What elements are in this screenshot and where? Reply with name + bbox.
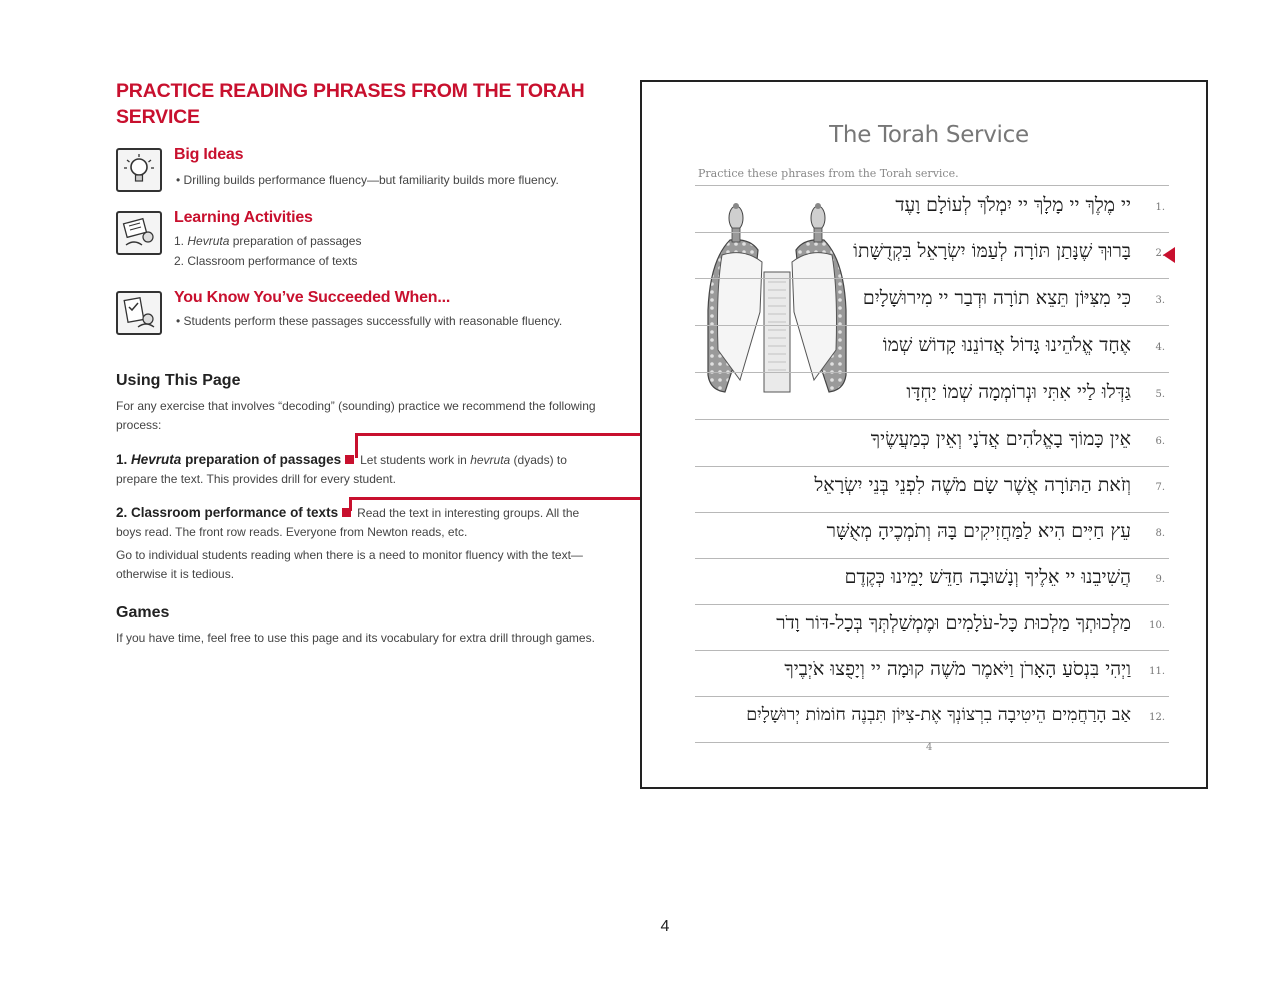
- phrase-row-5: [695, 373, 1169, 420]
- step-italic: Hevruta: [131, 452, 182, 467]
- phrase-row-11: [695, 650, 1169, 697]
- step-text: Let students work in: [360, 453, 471, 467]
- phrase-number: 10.: [1149, 620, 1165, 631]
- marker-square: [345, 455, 354, 464]
- item-number: 1.: [174, 234, 185, 248]
- phrase-row-7: [695, 466, 1169, 513]
- phrase-number: 8.: [1155, 528, 1165, 539]
- step-1: [116, 450, 586, 489]
- using-this-page-heading: Using This Page: [116, 372, 241, 389]
- phrase-text: גַּדְּלוּ לַיי אִתִּי וּנְרוֹמְמָה שְׁמוֹ יַחְדָּו: [906, 381, 1131, 403]
- phrase-number: 7.: [1155, 482, 1165, 493]
- phrase-row-12: [695, 696, 1169, 743]
- phrase-text: אֵין כָּמוֹךָ בָאֱלֹהִים אֲדֹנָי וְאֵין כְּמַעֲשֶׂיךָ: [870, 428, 1131, 450]
- phrase-text: בָּרוּךְ שֶׁנָּתַן תּוֹרָה לְעַמּוֹ יִשְׂרָאֵל בִּקְדֻשָּׁתוֹ: [853, 240, 1131, 262]
- student-page-preview: [640, 80, 1208, 789]
- phrase-text: וַיְהִי בִּנְסֹעַ הָאָרֹן וַיֹּאמֶר מֹשֶׁה קוּמָה יי וְיָפֻצוּ אֹיְבֶיךָ: [784, 658, 1131, 680]
- phrase-text: יי מֶלֶךְ יי מָלָךְ יי יִמְלֹךְ לְעוֹלָם וָעֶד: [895, 194, 1131, 216]
- phrase-row-1: [695, 185, 1169, 233]
- succeeded-text: Students perform these passages successfully with reasonable fluency.: [183, 314, 563, 328]
- item-text: Classroom performance of texts: [187, 254, 358, 268]
- step-heading-text: preparation of passages: [181, 452, 342, 467]
- learning-activity-1: [174, 234, 361, 248]
- phrase-text: מַלְכוּתְךָ מַלְכוּת כָּל-עֹלָמִים וּמֶמְשַׁלְתְּךָ בְּכָל-דּוֹר וָדֹר: [776, 612, 1131, 634]
- phrase-row-3: [695, 279, 1169, 326]
- phrase-number: 2.: [1155, 248, 1165, 259]
- connector-line: [355, 434, 358, 458]
- big-ideas-item: [174, 173, 559, 187]
- lightbulb-icon: [116, 148, 162, 192]
- games-heading: Games: [116, 604, 170, 621]
- item-number: 2.: [174, 254, 185, 268]
- phrase-number: 9.: [1155, 574, 1165, 585]
- classroom-icon: [116, 211, 162, 255]
- arrow-left-icon: [1163, 247, 1175, 263]
- step-2-heading: 2. Classroom performance of texts: [116, 505, 339, 520]
- succeeded-item: [174, 314, 562, 328]
- phrase-text: כִּי מִצִּיּוֹן תֵּצֵא תוֹרָה וּדְבַר יי מִירוּשָׁלָיִם: [862, 287, 1131, 309]
- phrase-text: עֵץ חַיִּים הִיא לַמַּחֲזִיקִים בָּהּ וְתֹמְכֶיהָ מְאֻשָּׁר: [826, 520, 1131, 542]
- bullet: •: [176, 173, 181, 187]
- big-ideas-text: Drilling builds performance fluency—but familiarity builds more fluency.: [183, 173, 559, 187]
- preview-intro: Practice these phrases from the Torah service.: [698, 167, 959, 180]
- phrase-number: 3.: [1155, 295, 1165, 306]
- phrase-row-2: [695, 232, 1169, 279]
- phrase-text: וְזֹאת הַתּוֹרָה אֲשֶׁר שָׂם מֹשֶׁה לִפְנֵי בְּנֵי יִשְׂרָאֵל: [814, 474, 1131, 496]
- games-text: If you have time, feel free to use this page and its vocabulary for extra drill through games.: [116, 631, 595, 645]
- succeeded-heading: You Know You’ve Succeeded When...: [174, 289, 451, 306]
- connector-line: [349, 497, 654, 500]
- using-this-page-intro: For any exercise that involves “decoding” (sounding) practice we recommend the following process:: [116, 399, 596, 432]
- phrase-number: 5.: [1155, 389, 1165, 400]
- step-number: 1.: [116, 452, 128, 467]
- page-number: 4: [660, 918, 670, 935]
- item-text: preparation of passages: [229, 234, 362, 248]
- phrase-row-8: [695, 512, 1169, 559]
- page-title: PRACTICE READING PHRASES FROM THE TORAH SERVICE: [116, 80, 585, 128]
- learning-activity-2: [174, 254, 357, 268]
- step-1-heading: [116, 452, 341, 467]
- step-2: [116, 503, 588, 542]
- preview-title: The Torah Service: [829, 122, 1029, 148]
- phrase-row-9: [695, 558, 1169, 605]
- checklist-icon: [116, 291, 162, 335]
- phrase-text: אַב הָרַחֲמִים הֵיטִיבָה בִרְצוֹנְךָ אֶת-צִיּוֹן תִּבְנֶה חוֹמוֹת יְרוּשָׁלָיִם: [746, 705, 1131, 725]
- preview-page-number: 4: [926, 742, 933, 753]
- connector-line: [355, 433, 653, 436]
- phrase-text: הֲשִׁיבֵנוּ יי אֵלֶיךָ וְנָשׁוּבָה חַדֵּשׁ יָמֵינוּ כְּקֶדֶם: [844, 566, 1131, 588]
- learning-activities-heading: Learning Activities: [174, 209, 313, 226]
- phrase-number: 12.: [1149, 712, 1165, 723]
- bullet: •: [176, 314, 181, 328]
- using-this-page-closing: Go to individual students reading when there is a need to monitor fluency with the text—otherwise it is tedious.: [116, 548, 583, 581]
- big-ideas-heading: Big Ideas: [174, 146, 244, 163]
- phrase-number: 6.: [1155, 436, 1165, 447]
- phrase-number: 1.: [1155, 202, 1165, 213]
- item-italic: Hevruta: [187, 234, 230, 248]
- step-text: Read the text in interesting groups. All the boys read. The front row reads. Everyone from Newton reads, etc.: [116, 506, 580, 539]
- phrase-row-10: [695, 604, 1169, 651]
- phrase-text: אֶחָד אֱלֹהֵינוּ גָּדוֹל אֲדוֹנֵנוּ קָדוֹשׁ שְׁמוֹ: [882, 334, 1131, 356]
- phrase-number: 11.: [1149, 666, 1165, 677]
- phrase-row-4: [695, 326, 1169, 373]
- phrase-number: 4.: [1155, 342, 1165, 353]
- phrase-row-6: [695, 420, 1169, 467]
- step-text: (dyads) to prepare the text. This provides drill for every student.: [116, 453, 567, 486]
- step-text-italic: hevruta: [470, 453, 511, 467]
